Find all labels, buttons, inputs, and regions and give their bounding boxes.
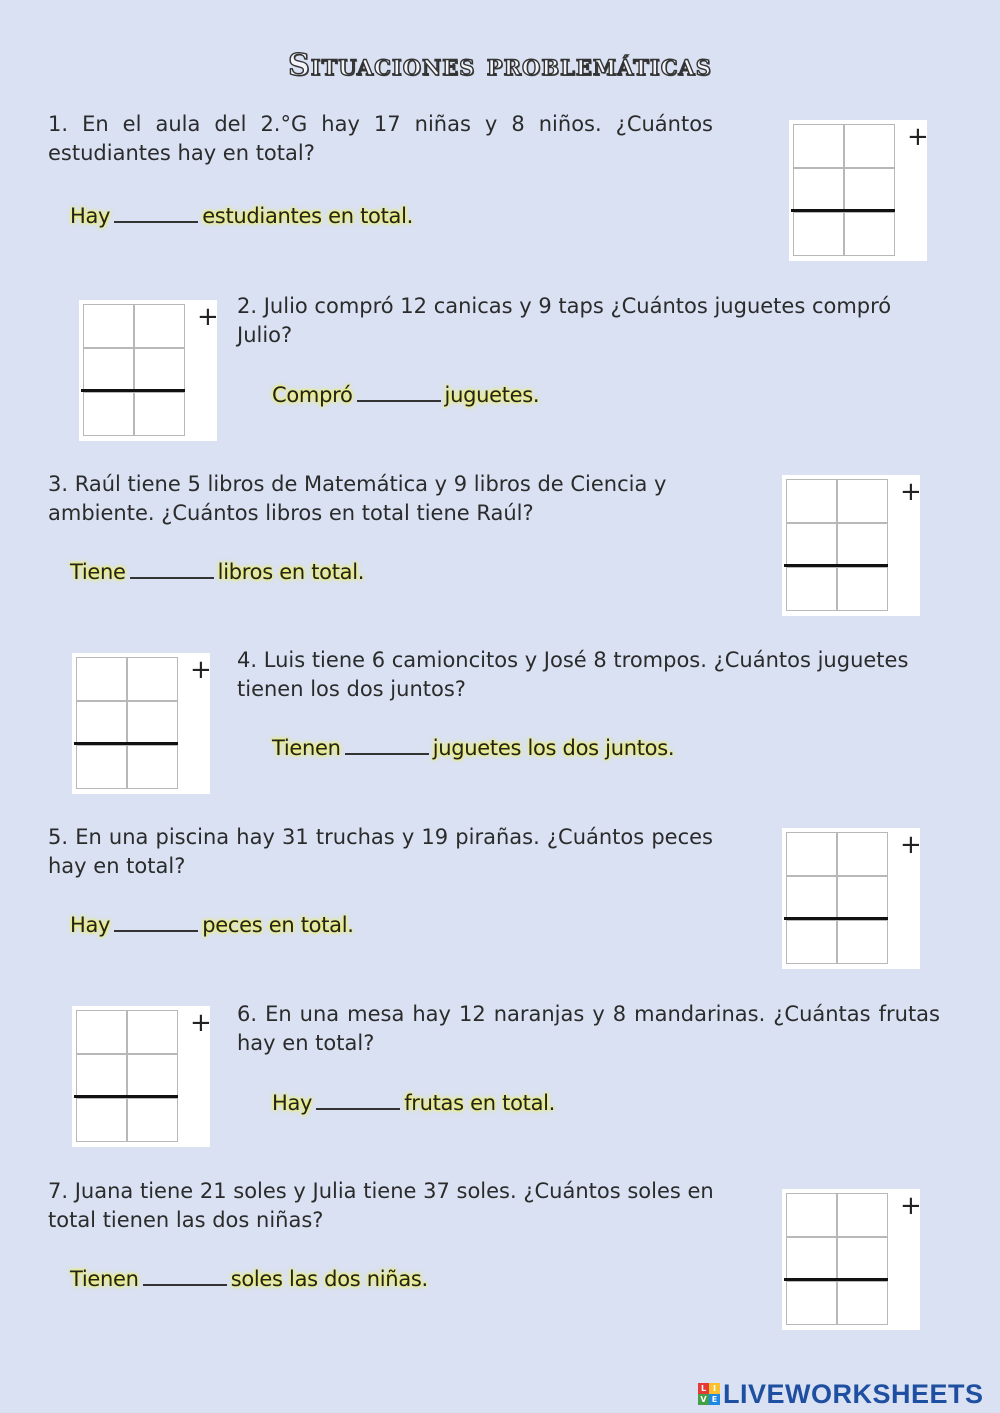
grid-cell[interactable] xyxy=(786,1281,837,1325)
liveworksheets-logo[interactable] xyxy=(698,1377,984,1411)
problem-7 xyxy=(48,1177,728,1235)
problem-4 xyxy=(237,646,942,704)
answer-3 xyxy=(70,559,364,584)
answer-prefix: Hay xyxy=(272,1091,313,1115)
answer-blank[interactable] xyxy=(114,203,198,223)
grid-cell[interactable] xyxy=(837,1237,888,1281)
answer-blank[interactable] xyxy=(316,1090,400,1110)
addition-box-5 xyxy=(782,828,920,969)
grid-cell[interactable] xyxy=(83,348,134,392)
problem-number: 4. xyxy=(237,648,258,672)
grid-cell[interactable] xyxy=(76,701,127,745)
grid-cell[interactable] xyxy=(127,745,178,789)
answer-suffix: libros en total. xyxy=(217,560,365,584)
grid-cell[interactable] xyxy=(837,920,888,964)
answer-7 xyxy=(70,1266,428,1291)
addition-box-2 xyxy=(79,300,217,441)
grid-cell[interactable] xyxy=(127,657,178,701)
grid-cell[interactable] xyxy=(786,479,837,523)
grid-cell[interactable] xyxy=(134,348,185,392)
grid-cell[interactable] xyxy=(127,701,178,745)
grid-cell[interactable] xyxy=(127,1010,178,1054)
grid-cell[interactable] xyxy=(837,876,888,920)
problem-5 xyxy=(48,823,713,881)
problem-text: En una piscina hay 31 truchas y 19 pirañas. ¿Cuántos peces hay en total? xyxy=(48,825,713,878)
grid-cell[interactable] xyxy=(786,523,837,567)
answer-suffix: juguetes. xyxy=(444,383,540,407)
problem-number: 2. xyxy=(237,294,258,318)
plus-sign: + xyxy=(190,1008,212,1038)
addition-box-6 xyxy=(72,1006,210,1147)
answer-prefix: Tienen xyxy=(272,736,341,760)
worksheet-title: Situaciones problemáticas xyxy=(288,48,712,83)
problem-text: En el aula del 2.°G hay 17 niñas y 8 niños. ¿Cuántos estudiantes hay en total? xyxy=(48,112,713,165)
plus-sign: + xyxy=(900,1191,922,1221)
grid-cell[interactable] xyxy=(786,1193,837,1237)
sum-line xyxy=(791,209,895,212)
logo-text: LIVEWORKSHEETS xyxy=(723,1378,984,1409)
grid-cell[interactable] xyxy=(793,212,844,256)
plus-sign: + xyxy=(907,122,929,152)
answer-2 xyxy=(272,382,539,407)
answer-suffix: soles las dos niñas. xyxy=(230,1267,428,1291)
grid-cell[interactable] xyxy=(127,1054,178,1098)
answer-suffix: frutas en total. xyxy=(404,1091,556,1115)
answer-blank[interactable] xyxy=(345,735,429,755)
answer-suffix: estudiantes en total. xyxy=(202,204,414,228)
plus-sign: + xyxy=(900,830,922,860)
problem-1 xyxy=(48,110,713,168)
answer-prefix: Hay xyxy=(70,913,111,937)
sum-line xyxy=(784,917,888,920)
grid-cell[interactable] xyxy=(76,1054,127,1098)
grid-cell[interactable] xyxy=(786,876,837,920)
sum-line xyxy=(784,1278,888,1281)
answer-blank[interactable] xyxy=(130,559,214,579)
problem-number: 5. xyxy=(48,825,69,849)
problem-number: 3. xyxy=(48,472,69,496)
problem-number: 6. xyxy=(237,1002,258,1026)
grid-cell[interactable] xyxy=(793,124,844,168)
grid-cell[interactable] xyxy=(837,523,888,567)
problem-text: Raúl tiene 5 libros de Matemática y 9 libros de Ciencia y ambiente. ¿Cuántos libros en total tiene Raúl? xyxy=(48,472,667,525)
grid-cell[interactable] xyxy=(837,1193,888,1237)
addition-box-1 xyxy=(789,120,927,261)
grid-cell[interactable] xyxy=(134,392,185,436)
grid-cell[interactable] xyxy=(76,1010,127,1054)
answer-suffix: juguetes los dos juntos. xyxy=(432,736,675,760)
sum-line xyxy=(74,1095,178,1098)
answer-prefix: Compró xyxy=(272,383,353,407)
grid-cell[interactable] xyxy=(844,124,895,168)
addition-box-7 xyxy=(782,1189,920,1330)
sum-line xyxy=(74,742,178,745)
plus-sign: + xyxy=(900,477,922,507)
answer-blank[interactable] xyxy=(357,382,441,402)
grid-cell[interactable] xyxy=(837,567,888,611)
plus-sign: + xyxy=(197,302,219,332)
sum-line xyxy=(81,389,185,392)
problem-2 xyxy=(237,292,942,350)
problem-text: Luis tiene 6 camioncitos y José 8 trompos. ¿Cuántos juguetes tienen los dos juntos? xyxy=(237,648,909,701)
addition-box-3 xyxy=(782,475,920,616)
answer-prefix: Tiene xyxy=(70,560,126,584)
grid-cell[interactable] xyxy=(76,745,127,789)
problem-text: Julio compró 12 canicas y 9 taps ¿Cuántos juguetes compró Julio? xyxy=(237,294,892,347)
grid-cell[interactable] xyxy=(127,1098,178,1142)
answer-blank[interactable] xyxy=(143,1266,227,1286)
grid-cell[interactable] xyxy=(786,832,837,876)
grid-cell[interactable] xyxy=(83,304,134,348)
answer-blank[interactable] xyxy=(114,912,198,932)
answer-4 xyxy=(272,735,674,760)
problem-number: 7. xyxy=(48,1179,69,1203)
grid-cell[interactable] xyxy=(837,1281,888,1325)
answer-5 xyxy=(70,912,354,937)
logo-icon: L I V E xyxy=(698,1383,720,1405)
grid-cell[interactable] xyxy=(76,657,127,701)
problem-text: En una mesa hay 12 naranjas y 8 mandarinas. ¿Cuántas frutas hay en total? xyxy=(237,1002,940,1055)
grid-cell[interactable] xyxy=(786,567,837,611)
grid-cell[interactable] xyxy=(83,392,134,436)
grid-cell[interactable] xyxy=(837,479,888,523)
answer-6 xyxy=(272,1090,555,1115)
grid-cell[interactable] xyxy=(786,920,837,964)
problem-number: 1. xyxy=(48,112,69,136)
answer-1 xyxy=(70,203,413,228)
problem-6 xyxy=(237,1000,940,1058)
answer-suffix: peces en total. xyxy=(202,913,354,937)
answer-prefix: Tienen xyxy=(70,1267,139,1291)
grid-cell[interactable] xyxy=(844,168,895,212)
grid-cell[interactable] xyxy=(134,304,185,348)
problem-text: Juana tiene 21 soles y Julia tiene 37 soles. ¿Cuántos soles en total tienen las dos niñas? xyxy=(48,1179,714,1232)
addition-box-4 xyxy=(72,653,210,794)
grid-cell[interactable] xyxy=(844,212,895,256)
grid-cell[interactable] xyxy=(793,168,844,212)
problem-3 xyxy=(48,470,728,528)
answer-prefix: Hay xyxy=(70,204,111,228)
grid-cell[interactable] xyxy=(76,1098,127,1142)
plus-sign: + xyxy=(190,655,212,685)
grid-cell[interactable] xyxy=(837,832,888,876)
sum-line xyxy=(784,564,888,567)
grid-cell[interactable] xyxy=(786,1237,837,1281)
